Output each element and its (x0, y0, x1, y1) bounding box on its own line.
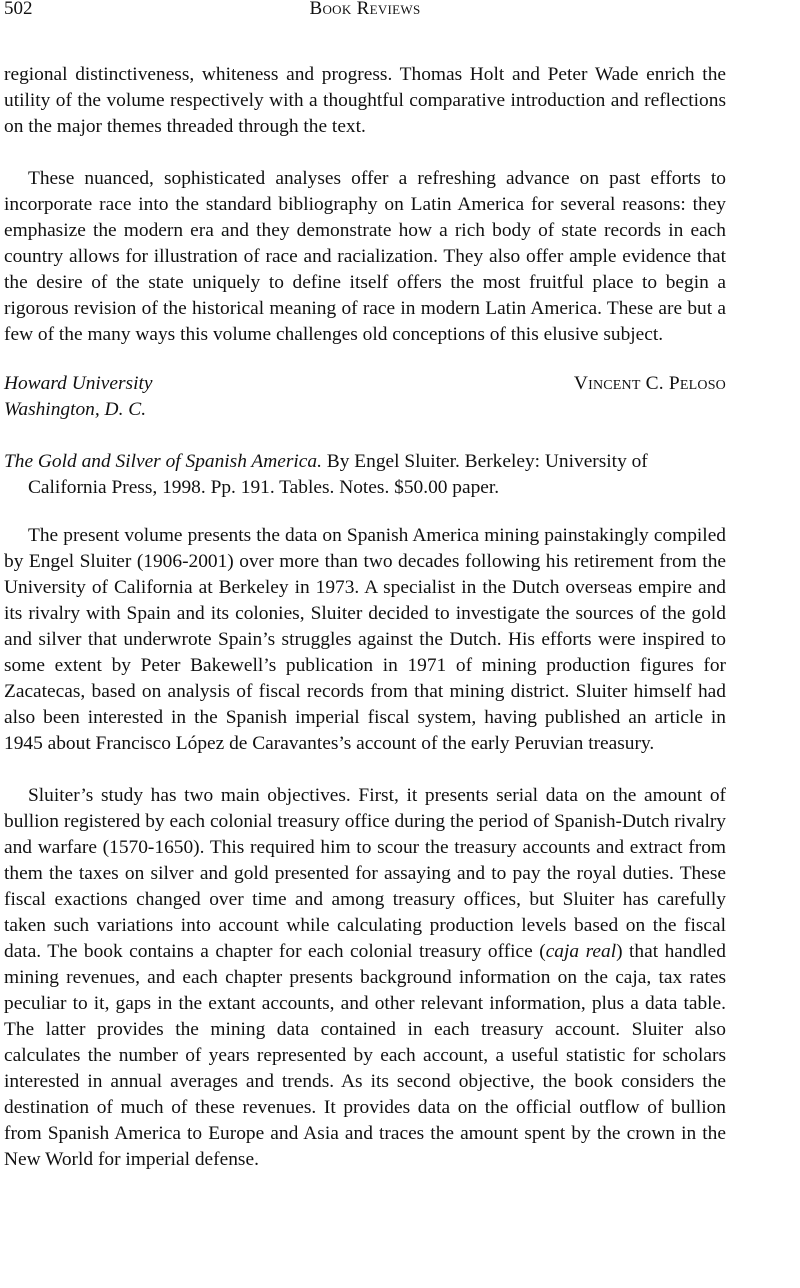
book-title: The Gold and Silver of Spanish America. (4, 451, 322, 472)
review-paragraph-2-part-1: Sluiter’s study has two main objectives. First, it presents serial data on the amount of bullion registered by each colonial treasury office during the period of Spanish-Dutch rivalry and warfare (1570-1650). This required him to scour the treasury accounts and extract from them the taxes on silver and gold presented for assaying and to pay the royal duties. These fiscal exactions changed over time and among treasury offices, but Sluiter has carefully taken such variations into account while calculating production levels based on the fiscal data. The book contains a chapter for each colonial treasury office ( (4, 785, 726, 962)
article-body (4, 62, 726, 1173)
continued-paragraph: regional distinctiveness, whiteness and progress. Thomas Holt and Peter Wade enrich the utility of the volume respectively with a thoughtful comparative introduction and reflections on the major themes threaded through the text. (4, 64, 726, 137)
reviewer-name: Vincent C. Peloso (573, 373, 726, 394)
reviewer-signature (4, 371, 726, 423)
reviewer-affiliation (4, 371, 152, 423)
book-details: By Engel Sluiter. Berkeley: University of California Press, 1998. Pp. 191. Tables. Notes. $50.00 paper. (28, 451, 648, 498)
book-citation (4, 449, 726, 501)
running-head (4, 0, 726, 24)
journal-page (4, 0, 726, 1173)
page-number: 502 (4, 0, 33, 19)
review-paragraph-2 (4, 783, 726, 1173)
review-paragraph-2-part-2: ) that handled mining revenues, and each chapter presents background information on the caja, tax rates peculiar to it, gaps in the extant accounts, and other relevant information, plus a data table. The latter provides the mining data contained in each treasury account. Sluiter also calculates the number of years represented by each account, a useful statistic for scholars interested in annual averages and trends. As its second objective, the book considers the destination of much of these revenues. It provides data on the official outflow of bullion from Spanish America to Europe and Asia and traces the amount spent by the crown in the New World for imperial defense. (4, 941, 726, 1170)
closing-paragraph: These nuanced, sophisticated analyses offer a refreshing advance on past efforts to incorporate race into the standard bibliography on Latin America for several reasons: they emphasize the modern era and they demonstrate how a rich body of state records in each country allows for illustration of race and racialization. They also offer ample evidence that the desire of the state uniquely to define itself offers the most fruitful place to begin a rigorous revision of the historical meaning of race in modern Latin America. These are but a few of the many ways this volume challenges old conceptions of this elusive subject. (4, 168, 726, 345)
reviewer-institution: Howard University (4, 373, 153, 394)
section-title: Book Reviews (309, 0, 421, 19)
reviewer-location: Washington, D. C. (4, 399, 147, 420)
caja-real-term: caja real (545, 941, 617, 962)
review-paragraph-1: The present volume presents the data on Spanish America mining painstakingly compiled by Engel Sluiter (1906-2001) over more than two decades following his retirement from the University of California at Berkeley in 1973. A specialist in the Dutch overseas empire and its rivalry with Spain and its colonies, Sluiter decided to investigate the sources of the gold and silver that underwrote Spain’s struggles against the Dutch. His efforts were inspired to some extent by Peter Bakewell’s publication in 1971 of mining production figures for Zacatecas, based on analysis of fiscal records from that mining district. Sluiter himself had also been interested in the Spanish imperial fiscal system, having published an article in 1945 about Francisco López de Caravantes’s account of the early Peruvian treasury. (4, 525, 726, 754)
